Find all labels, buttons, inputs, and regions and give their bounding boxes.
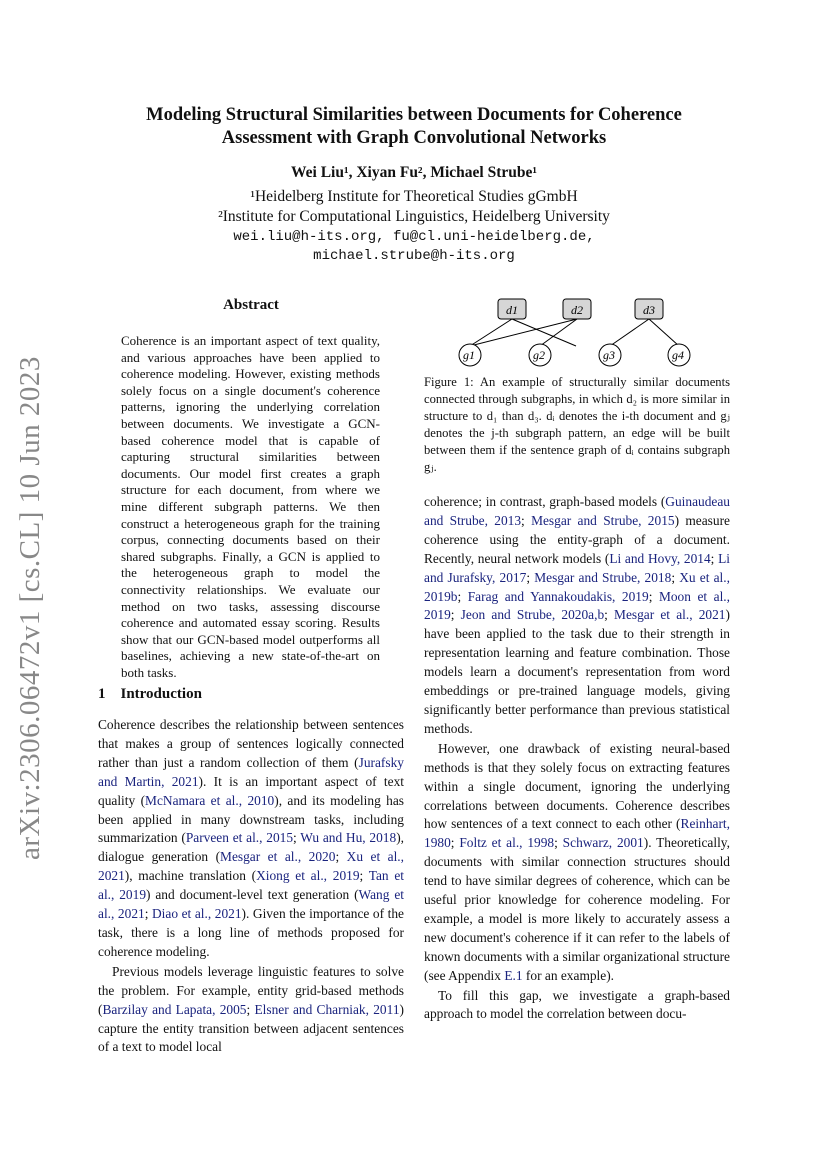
title-line-2: Assessment with Graph Convolutional Networks xyxy=(221,128,607,148)
citation-link[interactable]: Wu and Hu, 2018 xyxy=(300,830,397,846)
citation-link[interactable]: Farag and Yannakoudakis, 2019 xyxy=(467,588,649,604)
document-node-d2 xyxy=(563,299,591,319)
citation-link[interactable]: Schwarz, 2001 xyxy=(562,835,644,851)
intro-paragraph-1: Coherence describes the relationship between sentences that makes a group of sentences logically connected rather than just a random collection of them (Jurafsky and Martin, 2021). It is an important aspect of text quality (McNamara et al., 2010), and its modeling has been applied in many downstream tasks, including summarization (Parveen et al., 2015; Wu and Hu, 2018), dialogue generation (Mesgar et al., 2020; Xu et al., 2021), machine translation (Xiong et al., 2019; Tan et al., 2019) and document-level text generation (Wang et al., 2021; Diao et al., 2021). Given the importance of the task, there is a long line of methods proposed for coherence modeling. xyxy=(98,717,405,959)
section-number: 1 xyxy=(98,686,106,702)
title-line-1: Modeling Structural Similarities between Documents for Coherence xyxy=(146,105,682,125)
intro-left-column xyxy=(98,716,404,1057)
arxiv-identifier: arXiv:2306.06472v1 [cs.CL] 10 Jun 2023 xyxy=(14,356,46,860)
citation-link[interactable]: Xiong et al., 2019 xyxy=(256,868,360,884)
citation-link[interactable]: Mesgar and Strube, 2015 xyxy=(531,512,675,528)
svg-text:g1: g1 xyxy=(463,348,475,362)
citation-link[interactable]: Parveen et al., 2015 xyxy=(185,830,294,846)
svg-text:g3: g3 xyxy=(603,348,615,362)
intro-right-column xyxy=(424,493,730,1024)
citation-link[interactable]: McNamara et al., 2010 xyxy=(145,792,275,808)
citation-link[interactable]: Xu et al., 2019b xyxy=(424,569,730,604)
email-line-2: michael.strube@h-its.org xyxy=(313,248,515,264)
subgraph-node-g1 xyxy=(459,344,481,366)
citation-link[interactable]: Foltz et al., 1998 xyxy=(459,835,555,851)
bipartite-graph xyxy=(424,292,730,370)
citation-link[interactable]: Jurafsky and Martin, 2021 xyxy=(98,754,404,789)
section-title: Introduction xyxy=(120,686,202,702)
citation-link[interactable]: Elsner and Charniak, 2011 xyxy=(254,1001,400,1017)
affiliation-2: ²Institute for Computational Linguistics, Heidelberg University xyxy=(218,208,610,225)
subgraph-node-g4 xyxy=(668,344,690,366)
citation-link[interactable]: Wang et al., 2021 xyxy=(98,887,404,922)
citation-link[interactable]: Mesgar and Strube, 2018 xyxy=(534,569,672,585)
citation-link[interactable]: Barzilay and Lapata, 2005 xyxy=(102,1001,247,1017)
citation-link[interactable]: Xu et al., 2021 xyxy=(98,849,404,884)
intro-paragraph-2: Previous models leverage linguistic features to solve the problem. For example, entity grid-based methods (Barzilay and Lapata, 2005; Elsner and Charniak, 2011) capture the entity transition between adjacent sentences of a text to model local xyxy=(98,963,404,1055)
right-paragraph-2: However, one drawback of existing neural-based methods is that they solely focus on extracting features within a single document, ignoring the underlying correlations between documents. Coherence describes how sentences of a text connect to each other (Reinhart, 1980; Foltz et al., 1998; Schwarz, 2001). Theoretically, documents with similar connection structures should tend to have similar degrees of coherence, which can be useful prior knowledge for coherence modeling. For example, a model is more likely to accurately assess a new document's coherence if it can refer to the labels of known documents with a similar organizational structure (see Appendix E.1 for an example). xyxy=(424,740,730,983)
citation-link[interactable]: Tan et al., 2019 xyxy=(98,868,404,903)
subgraph-node-g2 xyxy=(529,344,551,366)
citation-link[interactable]: Guinaudeau and Strube, 2013 xyxy=(424,494,730,528)
document-node-d1 xyxy=(498,299,526,319)
citation-link[interactable]: Mesgar et al., 2020 xyxy=(220,849,336,865)
citation-link[interactable]: Mesgar et al., 2021 xyxy=(614,607,726,623)
citation-link[interactable]: Jeon and Strube, 2020a,b xyxy=(460,607,605,623)
appendix-link[interactable]: E.1 xyxy=(504,967,523,983)
citation-link[interactable]: Diao et al., 2021 xyxy=(152,906,242,922)
right-paragraph-1: coherence; in contrast, graph-based models (Guinaudeau and Strube, 2013; Mesgar and Strube, 2015) measure coherence using the entity-graph of a document. Recently, neural network models (Li and Hovy, 2014; Li and Jurafsky, 2017; Mesgar and Strube, 2018; Xu et al., 2019b; Farag and Yannakoudakis, 2019; Moon et al., 2019; Jeon and Strube, 2020a,b; Mesgar et al., 2021) have been applied to the task due to their strength in representation learning and feature combination. Those models learn a document's representation from word embeddings or pre-trained language models, giving significantly better performance than previous statistical methods. xyxy=(424,494,730,736)
svg-text:d3: d3 xyxy=(643,303,655,317)
svg-text:g4: g4 xyxy=(672,348,684,362)
citation-link[interactable]: Li and Jurafsky, 2017 xyxy=(424,550,730,585)
svg-text:d1: d1 xyxy=(506,303,518,317)
svg-text:d2: d2 xyxy=(571,303,583,317)
abstract-heading: Abstract xyxy=(223,297,279,313)
author-list: Wei Liu¹, Xiyan Fu², Michael Strube¹ xyxy=(290,164,538,181)
paper-title xyxy=(80,104,748,150)
citation-link[interactable]: Li and Hovy, 2014 xyxy=(609,550,711,566)
document-node-d3 xyxy=(635,299,663,319)
figure-1-caption: Figure 1: An example of structurally similar documents connected through subgraphs, in which d₂ is more similar in structure to d₁ than d₃. dᵢ denotes the i-th document and gⱼ denotes the j-th subgraph pattern, an edge will be built between them if the sentence graph of dᵢ contains subgraph gⱼ. xyxy=(424,375,730,474)
section-heading xyxy=(98,686,404,703)
svg-text:g2: g2 xyxy=(533,348,545,362)
abstract-body: Coherence is an important aspect of text quality, and various approaches have been applied to coherence modeling. However, existing methods solely focus on a single document's coherence patterns, ignoring the underlying correlation between documents. We investigate a GCN-based coherence model that is capable of capturing structural similarities between documents. Our model first creates a graph structure for each document, from where we mine different subgraph patterns. We then construct a heterogeneous graph for the training corpus, connecting documents based on their shared subgraphs. Finally, a GCN is applied to the heterogeneous graph to model the connectivity relationships. We evaluate our method on two tasks, assessing discourse coherence and automated essay scoring. Results show that our GCN-based model outperforms all baselines, achieving a new state-of-the-art on both tasks. xyxy=(121,333,380,680)
citation-link[interactable]: Moon et al., 2019 xyxy=(424,588,730,623)
affiliation-1: ¹Heidelberg Institute for Theoretical Studies gGmbH xyxy=(250,188,578,205)
figure-1-diagram xyxy=(424,292,730,370)
email-line-1: wei.liu@h-its.org, fu@cl.uni-heidelberg.de, xyxy=(233,229,595,245)
subgraph-node-g3 xyxy=(599,344,621,366)
right-paragraph-3: To fill this gap, we investigate a graph-based approach to model the correlation between docu- xyxy=(424,987,730,1022)
citation-link[interactable]: Reinhart, 1980 xyxy=(424,816,730,851)
